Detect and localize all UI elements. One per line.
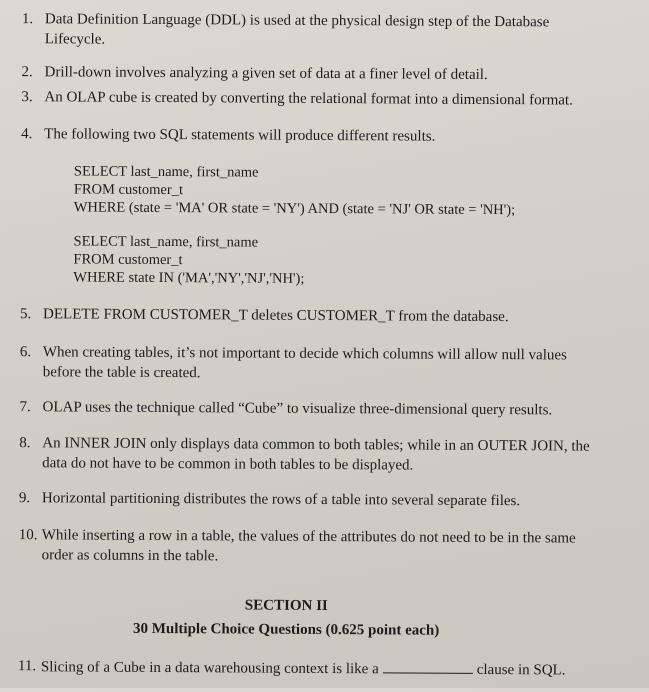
question-11 — [18, 656, 618, 681]
question-8 — [19, 433, 619, 477]
question-text-line: When creating tables, it’s not important to decide which columns will allow null values — [42, 344, 567, 364]
question-text-line: Lifecycle. — [44, 31, 106, 48]
section-subtitle: 30 Multiple Choice Questions (0.625 point each) — [132, 620, 440, 639]
sql-line: WHERE state IN ('MA','NY','NJ','NH'); — [73, 269, 305, 287]
sql-statement-2 — [73, 232, 304, 287]
question-number: 4. — [21, 126, 33, 143]
question-text-line: before the table is created. — [42, 364, 201, 382]
question-text-line: An OLAP cube is created by converting the relational format into a dimensional format. — [44, 89, 573, 109]
question-text: clause in SQL. — [476, 661, 566, 679]
sql-line: FROM customer_t — [73, 251, 183, 269]
question-1 — [22, 9, 622, 53]
sql-line: SELECT last_name, first_name — [73, 163, 259, 181]
question-text-line: An INNER JOIN only displays data common to both tables; while in an OUTER JOIN, the — [42, 435, 590, 455]
sql-line: SELECT last_name, first_name — [73, 233, 259, 251]
question-text-line: order as columns in the table. — [41, 547, 219, 565]
question-text-line: While inserting a row in a table, the values of the attributes do not need to be in the same — [41, 527, 576, 547]
question-number: 9. — [18, 490, 31, 507]
question-2 — [21, 62, 621, 86]
question-number: 1. — [21, 11, 34, 28]
sql-statement-1 — [74, 162, 516, 219]
sql-line: WHERE (state = 'MA' OR state = 'NY') AND (state = 'NJ' OR state = 'NH'); — [73, 199, 516, 219]
question-6 — [20, 342, 620, 386]
sql-line: FROM customer_t — [73, 181, 184, 199]
question-number: 6. — [19, 344, 32, 361]
question-10 — [19, 525, 619, 569]
question-4 — [21, 124, 621, 148]
question-text-line: data do not have to be common in both tables to be displayed. — [42, 455, 414, 474]
question-text-line: The following two SQL statements will produce different results. — [44, 126, 436, 145]
question-number: 10. — [18, 527, 38, 544]
question-text: Slicing of a Cube in a data warehousing context is like a — [40, 659, 379, 678]
question-number: 11. — [17, 658, 37, 675]
question-text-line: DELETE FROM CUSTOMER_T deletes CUSTOMER_T from the database. — [43, 306, 509, 326]
question-number: 8. — [19, 435, 31, 452]
question-text-line: Horizontal partitioning distributes the rows of a table into several separate files. — [41, 490, 521, 510]
question-7 — [19, 397, 619, 421]
question-3 — [21, 87, 621, 111]
question-text-line: Data Definition Language (DDL) is used at the physical design step of the Database — [44, 11, 550, 31]
question-9 — [19, 488, 619, 512]
question-number: 7. — [19, 399, 31, 416]
section-title: SECTION II — [244, 597, 328, 615]
question-text-line: Drill-down involves analyzing a given set of data at a finer level of detail. — [44, 64, 488, 83]
question-5 — [20, 304, 620, 328]
question-number: 3. — [21, 89, 33, 106]
question-number: 2. — [21, 64, 33, 81]
question-text-line: OLAP uses the technique called “Cube” to visualize three-dimensional query results. — [42, 399, 553, 419]
question-number: 5. — [20, 306, 32, 323]
answer-blank — [383, 658, 473, 674]
